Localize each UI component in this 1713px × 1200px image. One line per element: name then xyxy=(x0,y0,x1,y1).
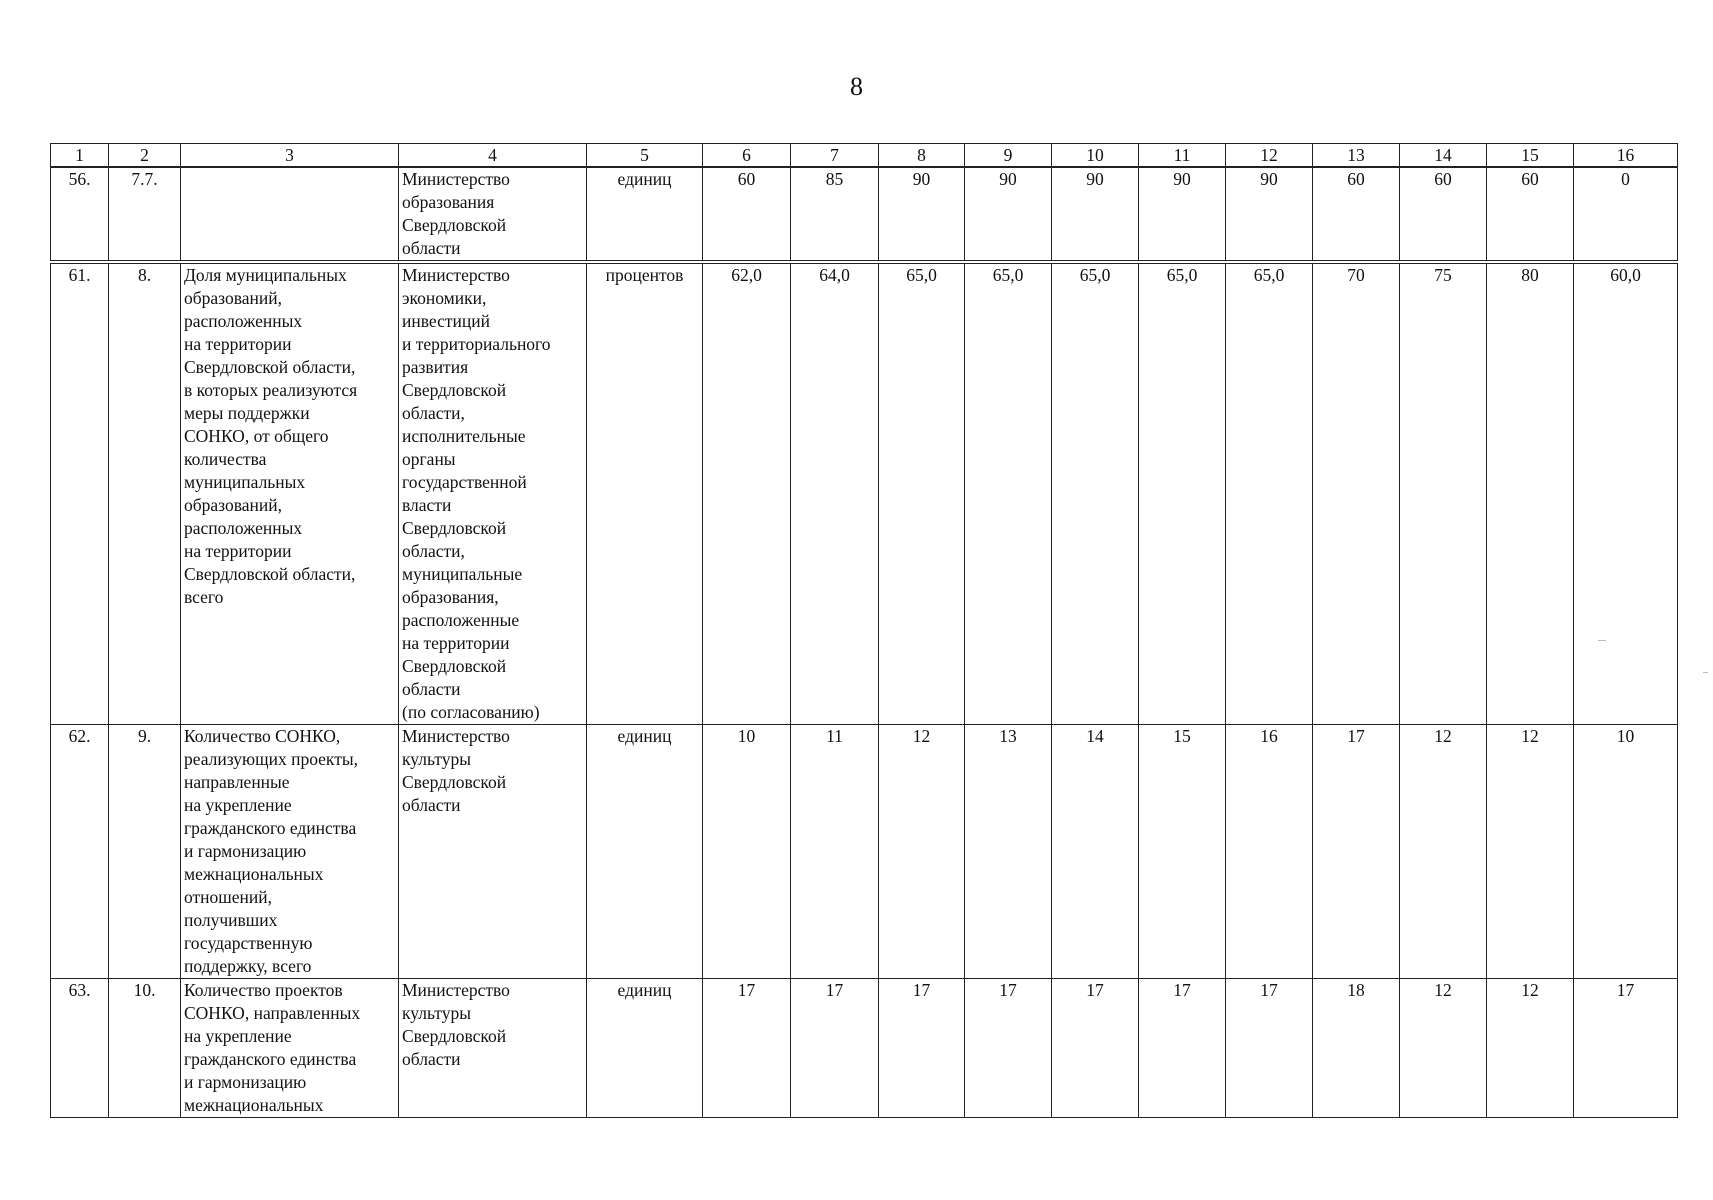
responsible-line: Свердловской xyxy=(402,215,507,235)
responsible-line: Свердловской xyxy=(402,656,507,676)
responsible-line: области xyxy=(402,1049,461,1069)
indicator-line: Количество СОНКО, xyxy=(184,726,341,746)
column-header: 14 xyxy=(1400,144,1487,168)
value-cell: 60 xyxy=(1487,167,1574,262)
value-cell: 17 xyxy=(1052,979,1139,1118)
indicator-line: Свердловской области, xyxy=(184,564,356,584)
indicator-line: государственную xyxy=(184,933,313,953)
indicator-line: СОНКО, от общего xyxy=(184,426,329,446)
responsible-executor xyxy=(399,725,587,979)
indicator-line: СОНКО, направленных xyxy=(184,1003,361,1023)
responsible-line: области xyxy=(402,238,461,258)
responsible-line: государственной xyxy=(402,472,527,492)
table-header-row xyxy=(51,144,1678,168)
responsible-line: культуры xyxy=(402,1003,471,1023)
column-header: 6 xyxy=(703,144,791,168)
column-header: 13 xyxy=(1313,144,1400,168)
indicator-line: на укрепление xyxy=(184,1026,292,1046)
indicator-line: образований, xyxy=(184,288,283,308)
indicator-name xyxy=(181,167,399,262)
value-cell: 60 xyxy=(1400,167,1487,262)
row-code: 10. xyxy=(109,979,181,1118)
table-body xyxy=(51,144,1678,1118)
value-cell: 17 xyxy=(1226,979,1313,1118)
indicator-line: расположенных xyxy=(184,311,303,331)
value-cell: 12 xyxy=(1487,979,1574,1118)
column-header: 15 xyxy=(1487,144,1574,168)
responsible-line: органы xyxy=(402,449,456,469)
indicator-line: поддержку, всего xyxy=(184,956,312,976)
value-cell: 90 xyxy=(1139,167,1226,262)
responsible-line: (по согласованию) xyxy=(402,702,540,722)
value-cell: 17 xyxy=(1574,979,1678,1118)
responsible-line: области, xyxy=(402,541,465,561)
column-header: 4 xyxy=(399,144,587,168)
row-number: 63. xyxy=(51,979,109,1118)
responsible-executor xyxy=(399,262,587,725)
column-header: 10 xyxy=(1052,144,1139,168)
indicator-line: и гармонизацию xyxy=(184,1072,307,1092)
indicator-name xyxy=(181,262,399,725)
indicator-line: в которых реализуются xyxy=(184,380,358,400)
indicator-line: межнациональных xyxy=(184,864,324,884)
value-cell: 60 xyxy=(703,167,791,262)
row-number: 62. xyxy=(51,725,109,979)
indicator-name xyxy=(181,979,399,1118)
value-cell: 90 xyxy=(879,167,965,262)
row-number: 61. xyxy=(51,262,109,725)
responsible-executor xyxy=(399,979,587,1118)
indicator-line: образований, xyxy=(184,495,283,515)
indicator-line: расположенных xyxy=(184,518,303,538)
value-cell: 65,0 xyxy=(1139,262,1226,725)
table-row xyxy=(51,262,1678,725)
value-cell: 70 xyxy=(1313,262,1400,725)
value-cell: 10 xyxy=(703,725,791,979)
responsible-line: экономики, xyxy=(402,288,487,308)
column-header: 16 xyxy=(1574,144,1678,168)
unit-of-measure: единиц xyxy=(587,167,703,262)
value-cell: 17 xyxy=(1139,979,1226,1118)
value-cell: 60,0 xyxy=(1574,262,1678,725)
responsible-line: муниципальные xyxy=(402,564,523,584)
indicator-line: получивших xyxy=(184,910,278,930)
row-number: 56. xyxy=(51,167,109,262)
responsible-line: исполнительные xyxy=(402,426,526,446)
value-cell: 12 xyxy=(1487,725,1574,979)
table-row xyxy=(51,725,1678,979)
value-cell: 90 xyxy=(965,167,1052,262)
table-row xyxy=(51,979,1678,1118)
responsible-line: образования xyxy=(402,192,495,212)
row-code: 7.7. xyxy=(109,167,181,262)
responsible-line: образования, xyxy=(402,587,499,607)
indicator-line: Доля муниципальных xyxy=(184,265,347,285)
value-cell: 60 xyxy=(1313,167,1400,262)
value-cell: 16 xyxy=(1226,725,1313,979)
value-cell: 13 xyxy=(965,725,1052,979)
value-cell: 75 xyxy=(1400,262,1487,725)
column-header: 7 xyxy=(791,144,879,168)
indicator-line: направленные xyxy=(184,772,290,792)
column-header: 9 xyxy=(965,144,1052,168)
unit-of-measure: единиц xyxy=(587,725,703,979)
column-header: 8 xyxy=(879,144,965,168)
table-row xyxy=(51,167,1678,262)
indicator-line: на территории xyxy=(184,334,292,354)
indicator-line: реализующих проекты, xyxy=(184,749,358,769)
indicator-line: межнациональных xyxy=(184,1095,324,1115)
value-cell: 65,0 xyxy=(965,262,1052,725)
indicator-line: меры поддержки xyxy=(184,403,310,423)
column-header: 2 xyxy=(109,144,181,168)
value-cell: 17 xyxy=(965,979,1052,1118)
indicator-name xyxy=(181,725,399,979)
scan-mark xyxy=(1703,672,1708,673)
responsible-line: области xyxy=(402,679,461,699)
column-header: 1 xyxy=(51,144,109,168)
responsible-line: инвестиций xyxy=(402,311,490,331)
indicator-line: гражданского единства xyxy=(184,1049,357,1069)
value-cell: 15 xyxy=(1139,725,1226,979)
value-cell: 90 xyxy=(1226,167,1313,262)
responsible-line: культуры xyxy=(402,749,471,769)
row-code: 8. xyxy=(109,262,181,725)
value-cell: 12 xyxy=(879,725,965,979)
scan-mark xyxy=(1598,640,1606,641)
responsible-line: области xyxy=(402,795,461,815)
column-header: 11 xyxy=(1139,144,1226,168)
responsible-line: на территории xyxy=(402,633,510,653)
value-cell: 90 xyxy=(1052,167,1139,262)
value-cell: 17 xyxy=(1313,725,1400,979)
column-header: 5 xyxy=(587,144,703,168)
value-cell: 17 xyxy=(879,979,965,1118)
value-cell: 17 xyxy=(791,979,879,1118)
value-cell: 10 xyxy=(1574,725,1678,979)
indicator-line: отношений, xyxy=(184,887,272,907)
value-cell: 11 xyxy=(791,725,879,979)
indicator-line: на укрепление xyxy=(184,795,292,815)
indicator-line: на территории xyxy=(184,541,292,561)
responsible-line: Свердловской xyxy=(402,518,507,538)
indicators-table xyxy=(50,143,1678,1118)
responsible-executor xyxy=(399,167,587,262)
responsible-line: расположенные xyxy=(402,610,520,630)
responsible-line: области, xyxy=(402,403,465,423)
value-cell: 65,0 xyxy=(1226,262,1313,725)
row-code: 9. xyxy=(109,725,181,979)
unit-of-measure: единиц xyxy=(587,979,703,1118)
responsible-line: Министерство xyxy=(402,726,510,746)
indicator-line: количества xyxy=(184,449,267,469)
column-header: 12 xyxy=(1226,144,1313,168)
value-cell: 12 xyxy=(1400,725,1487,979)
responsible-line: Свердловской xyxy=(402,1026,507,1046)
page-number: 8 xyxy=(850,72,863,101)
value-cell: 14 xyxy=(1052,725,1139,979)
indicator-line: Количество проектов xyxy=(184,980,343,1000)
value-cell: 80 xyxy=(1487,262,1574,725)
responsible-line: Свердловской xyxy=(402,772,507,792)
value-cell: 18 xyxy=(1313,979,1400,1118)
value-cell: 65,0 xyxy=(1052,262,1139,725)
value-cell: 62,0 xyxy=(703,262,791,725)
value-cell: 0 xyxy=(1574,167,1678,262)
responsible-line: Свердловской xyxy=(402,380,507,400)
responsible-line: Министерство xyxy=(402,265,510,285)
indicator-line: муниципальных xyxy=(184,472,306,492)
responsible-line: развития xyxy=(402,357,469,377)
responsible-line: и территориального xyxy=(402,334,551,354)
value-cell: 85 xyxy=(791,167,879,262)
indicator-line: всего xyxy=(184,587,224,607)
indicator-line: гражданского единства xyxy=(184,818,357,838)
value-cell: 12 xyxy=(1400,979,1487,1118)
responsible-line: власти xyxy=(402,495,452,515)
indicator-line: Свердловской области, xyxy=(184,357,356,377)
responsible-line: Министерство xyxy=(402,980,510,1000)
value-cell: 64,0 xyxy=(791,262,879,725)
unit-of-measure: процентов xyxy=(587,262,703,725)
column-header: 3 xyxy=(181,144,399,168)
value-cell: 65,0 xyxy=(879,262,965,725)
value-cell: 17 xyxy=(703,979,791,1118)
indicator-line: и гармонизацию xyxy=(184,841,307,861)
responsible-line: Министерство xyxy=(402,169,510,189)
